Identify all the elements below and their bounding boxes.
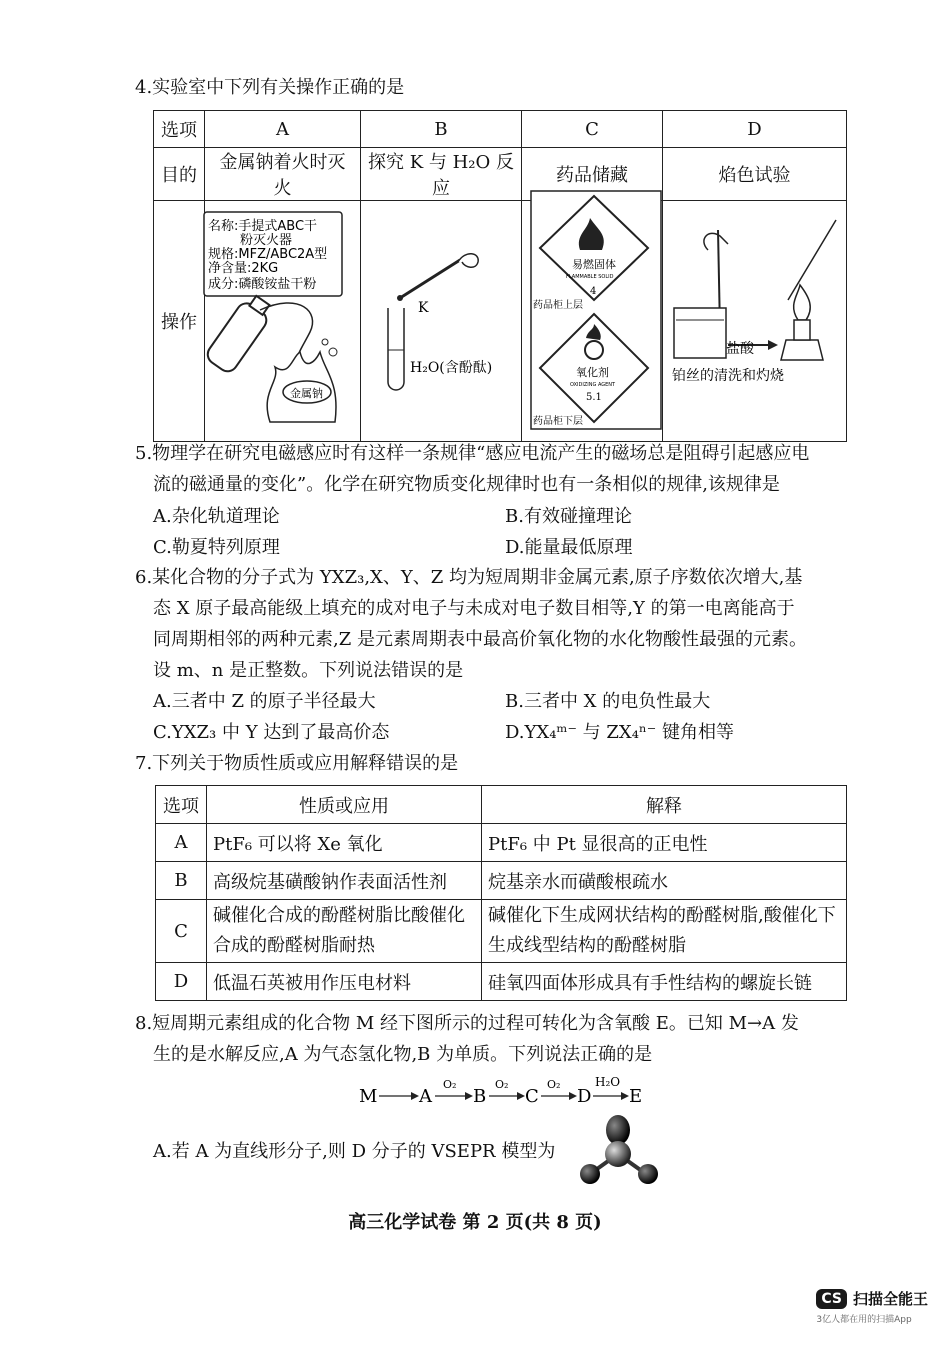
flame-caption: 铂丝的清洗和灼烧 [672,368,784,384]
q7-header-cell: 性质或应用 [207,786,482,824]
vsepr-model-icon [578,1112,660,1186]
q7-property-cell: PtF₆ 可以将 Xe 氧化 [207,824,482,862]
test-tube-illustration [370,240,510,420]
q4-purpose-cell: 金属钠着火时灭火 [205,148,361,201]
flame-test-illustration [668,200,844,400]
q7-explanation-cell: 烷基亲水而磺酸根疏水 [482,862,847,900]
reaction-chain [355,1072,655,1108]
q4-purpose-cell: 探究 K 与 H₂O 反应 [361,148,522,201]
q6-option-a: A.三者中 Z 的原子半径最大 [153,691,376,712]
chain-species: D [577,1086,592,1107]
chain-species: B [473,1086,487,1107]
q7-property-cell: 碱催化合成的酚醛树脂比酸催化合成的酚醛树脂耐热 [207,900,482,963]
q7-property-cell: 低温石英被用作压电材料 [207,963,482,1001]
q7-header-row [156,786,847,824]
q4-header-cell: D [663,111,847,148]
q4-purpose-cell: 焰色试验 [663,148,847,201]
q4-operation-label: 操作 [154,201,205,442]
q6-option-d: D.YX₄ᵐ⁻ 与 ZX₄ⁿ⁻ 键角相等 [505,722,734,743]
fire-extinguisher-illustration [200,192,360,432]
extinguisher-label-line: 名称:手提式ABC干 [208,219,318,234]
tube-label: H₂O(含酚酞) [410,360,493,376]
acid-label: 盐酸 [726,341,754,357]
table-row [156,963,847,1001]
page-footer: 高三化学试卷 第 2 页(共 8 页) [348,1212,602,1233]
extinguisher-label-line: 规格:MFZ/ABC2A型 [208,247,328,262]
chain-arrow-label: O₂ [547,1078,561,1091]
q5-line1: 5.物理学在研究电磁感应时有这样一条规律“感应电流产生的磁场总是阻碍引起感应电 [135,443,810,464]
q7-explanation-cell: 硅氧四面体形成具有手性结构的螺旋长链 [482,963,847,1001]
q7-table [155,785,847,1001]
sign2-label: 氧化剂 [576,366,609,379]
chain-species: E [629,1086,643,1107]
q6-line2: 态 X 原子最高能级上填充的成对电子与未成对电子数目相等,Y 的第一电离能高于 [153,598,795,619]
q6-line3: 同周期相邻的两种元素,Z 是元素周期表中最高价氧化物的水化物酸性最强的元素。 [153,629,807,650]
q8-option-a: A.若 A 为直线形分子,则 D 分子的 VSEPR 模型为 [153,1141,556,1162]
q5-option-a: A.杂化轨道理论 [153,506,280,527]
table-row [156,900,847,963]
sign1-label: 易燃固体 [572,258,616,271]
q7-stem: 7.下列关于物质性质或应用解释错误的是 [135,753,459,774]
chain-arrow-label: H₂O [595,1075,621,1089]
q7-option-cell: A [156,824,207,862]
q7-option-cell: C [156,900,207,963]
q7-header-cell: 解释 [482,786,847,824]
q4-purpose-cell: 药品储藏 [522,148,663,201]
q6-option-b: B.三者中 X 的电负性最大 [505,691,711,712]
chain-species: M [359,1086,378,1107]
q7-explanation-cell: PtF₆ 中 Pt 显很高的正电性 [482,824,847,862]
extinguisher-label-line: 粉灭火器 [240,233,293,248]
hazard-signs-illustration [530,190,662,430]
scanner-name: 扫描全能王 [852,1290,928,1308]
shelf-up-label: 药品柜上层 [533,300,583,311]
sign2-num: 5.1 [586,392,602,403]
q8-line1: 8.短周期元素组成的化合物 M 经下图所示的过程可转化为含氧酸 E。已知 M→A 发 [135,1013,799,1034]
chain-species: C [525,1086,539,1107]
q5-option-b: B.有效碰撞理论 [505,506,632,527]
sign2-en: OXIDIZING AGENT [570,382,616,388]
fire-label: 金属钠 [290,387,323,400]
q7-option-cell: B [156,862,207,900]
extinguisher-label-line: 净含量:2KG [208,261,279,276]
q8-line2: 生的是水解反应,A 为气态氢化物,B 为单质。下列说法正确的是 [153,1044,653,1065]
sign1-en: FLAMMABLE SOLID [566,274,614,280]
table-row [156,824,847,862]
chain-arrow-label: O₂ [495,1078,509,1091]
q7-header-cell: 选项 [156,786,207,824]
q6-line4: 设 m、n 是正整数。下列说法错误的是 [153,660,464,681]
extinguisher-label-line: 成分:磷酸铵盐干粉 [208,277,317,292]
scanner-tagline: 3亿人都在用的扫描App [816,1315,912,1325]
q4-header-row [154,111,847,148]
q5-option-d: D.能量最低原理 [505,537,633,558]
q7-property-cell: 高级烷基磺酸钠作表面活性剂 [207,862,482,900]
table-row [156,862,847,900]
q4-header-cell: A [205,111,361,148]
k-label: K [418,300,429,316]
chain-arrow-label: O₂ [443,1078,457,1091]
chain-species: A [419,1086,432,1107]
q5-option-c: C.勒夏特列原理 [153,537,280,558]
q4-header-cell: C [522,111,663,148]
q4-header-cell: 选项 [154,111,205,148]
q7-option-cell: D [156,963,207,1001]
q5-line2: 流的磁通量的变化”。化学在研究物质变化规律时也有一条相似的规律,该规律是 [153,474,780,495]
shelf-down-label: 药品柜下层 [533,416,583,427]
q4-stem: 4.实验室中下列有关操作正确的是 [135,77,405,98]
q7-explanation-cell: 碱催化下生成网状结构的酚醛树脂,酸催化下生成线型结构的酚醛树脂 [482,900,847,963]
scanner-logo: CS [816,1289,847,1309]
q4-purpose-cell: 目的 [154,148,205,201]
q6-line1: 6.某化合物的分子式为 YXZ₃,X、Y、Z 均为短周期非金属元素,原子序数依次增大,基 [135,567,803,588]
sign1-num: 4 [590,286,597,297]
scanner-watermark [816,1288,928,1325]
q4-header-cell: B [361,111,522,148]
q6-option-c: C.YXZ₃ 中 Y 达到了最高价态 [153,722,390,743]
